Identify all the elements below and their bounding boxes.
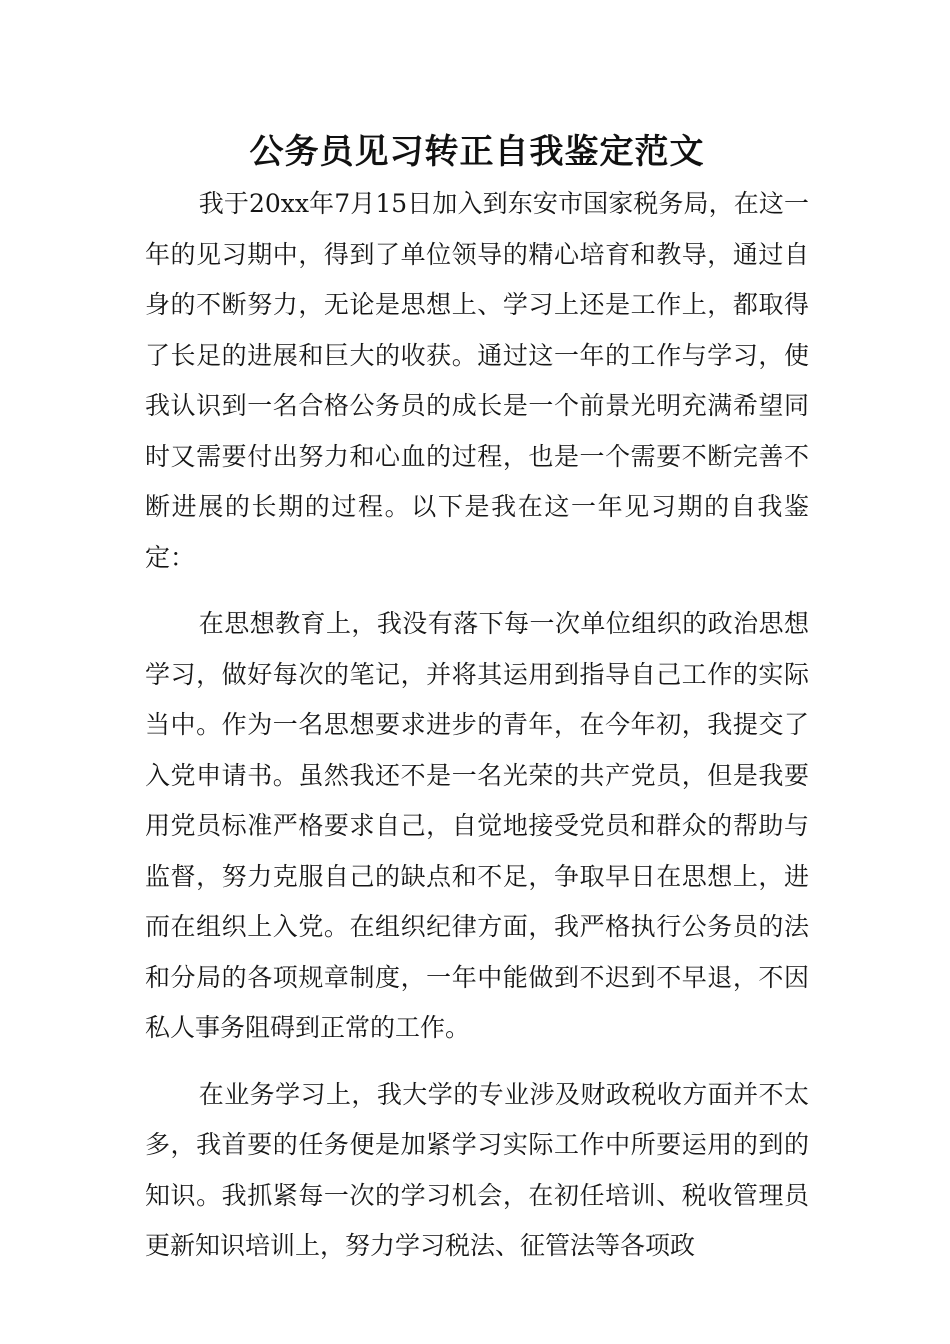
paragraph-intro: 我于20xx年7月15日加入到东安市国家税务局，在这一年的见习期中，得到了单位领导的精心培育和教导，通过自身的不断努力，无论是思想上、学习上还是工作上，都取得了长足的进展和巨大的收获。通过这一年的工作与学习，使我认识到一名合格公务员的成长是一个前景光明充满希望同时又需要付出努力和心血的过程，也是一个需要不断完善不断进展的长期的过程。以下是我在这一年见习期的自我鉴定：	[145, 189, 809, 572]
paragraph-ideology: 在思想教育上，我没有落下每一次单位组织的政治思想学习，做好每次的笔记，并将其运用到指导自己工作的实际当中。作为一名思想要求进步的青年，在今年初，我提交了入党申请书。虽然我还不是一名光荣的共产党员，但是我要用党员标准严格要求自己，自觉地接受党员和群众的帮助与监督，努力克服自己的缺点和不足，争取早日在思想上，进而在组织上入党。在组织纪律方面，我严格执行公务员的法和分局的各项规章制度，一年中能做到不迟到不早退，不因私人事务阻碍到正常的工作。	[145, 609, 809, 1042]
paragraph-study: 在业务学习上，我大学的专业涉及财政税收方面并不太多，我首要的任务便是加紧学习实际工作中所要运用的到的知识。我抓紧每一次的学习机会，在初任培训、税收管理员更新知识培训上，努力学习税法、征管法等各项政	[145, 1079, 809, 1260]
document-body	[145, 126, 809, 1288]
document-title: 公务员见习转正自我鉴定范文	[249, 132, 705, 172]
